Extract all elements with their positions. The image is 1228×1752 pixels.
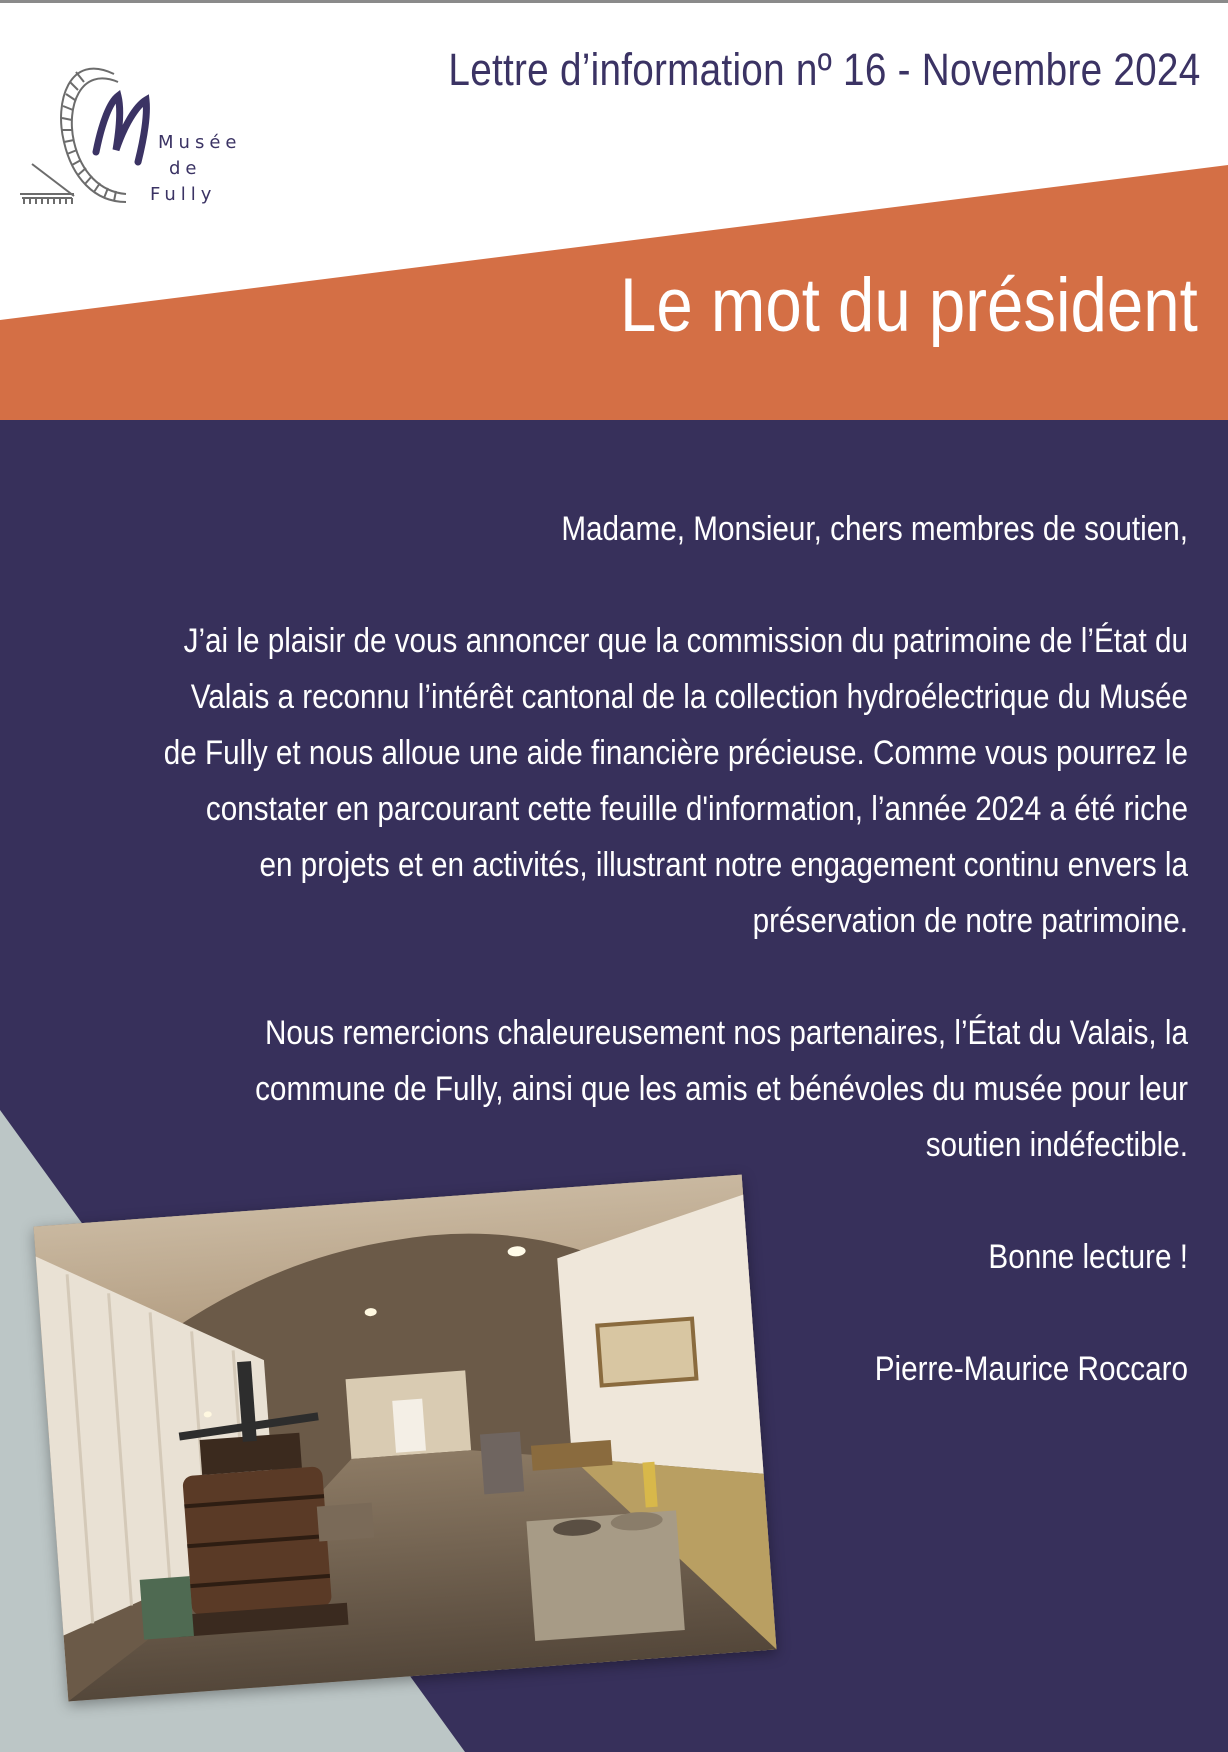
paragraph-1-line: préservation de notre patrimoine. <box>752 902 1188 940</box>
paragraph-2-line: Nous remercions chaleureusement nos partenaires, l’État du Valais, la <box>265 1014 1188 1052</box>
paragraph-2 <box>156 1005 1188 1173</box>
paragraph-1-line: de Fully et nous alloue une aide financière précieuse. Comme vous pourrez le <box>163 734 1189 772</box>
closing: Bonne lecture ! <box>988 1238 1188 1276</box>
paragraph-1-line: constater en parcourant cette feuille d'information, l’année 2024 a été riche <box>205 790 1188 828</box>
logo-word-1: Musée <box>158 132 242 153</box>
salutation: Madame, Monsieur, chers membres de soutien, <box>561 510 1188 548</box>
museum-gallery-image <box>34 1175 777 1702</box>
logo-word-2: de <box>169 158 202 179</box>
paragraph-2-line: soutien indéfectible. <box>925 1126 1188 1164</box>
paragraph-1-line: Valais a reconnu l’intérêt cantonal de la collection hydroélectrique du Musée <box>190 678 1188 716</box>
section-title: Le mot du président <box>620 263 1198 348</box>
signature: Pierre-Maurice Roccaro <box>874 1350 1188 1388</box>
issue-title: Lettre d’information nº 16 - Novembre 2024 <box>447 44 1200 95</box>
waterwheel-logo-icon <box>14 52 242 222</box>
museum-logo <box>14 52 242 222</box>
paragraph-1-line: en projets et en activités, illustrant notre engagement continu envers la <box>259 846 1188 884</box>
museum-photo <box>34 1175 777 1702</box>
paragraph-1-line: J’ai le plaisir de vous annoncer que la commission du patrimoine de l’État du <box>183 622 1188 660</box>
paragraph-1 <box>156 613 1188 949</box>
paragraph-2-line: commune de Fully, ainsi que les amis et bénévoles du musée pour leur <box>255 1070 1188 1108</box>
logo-word-3: Fully <box>150 184 217 205</box>
